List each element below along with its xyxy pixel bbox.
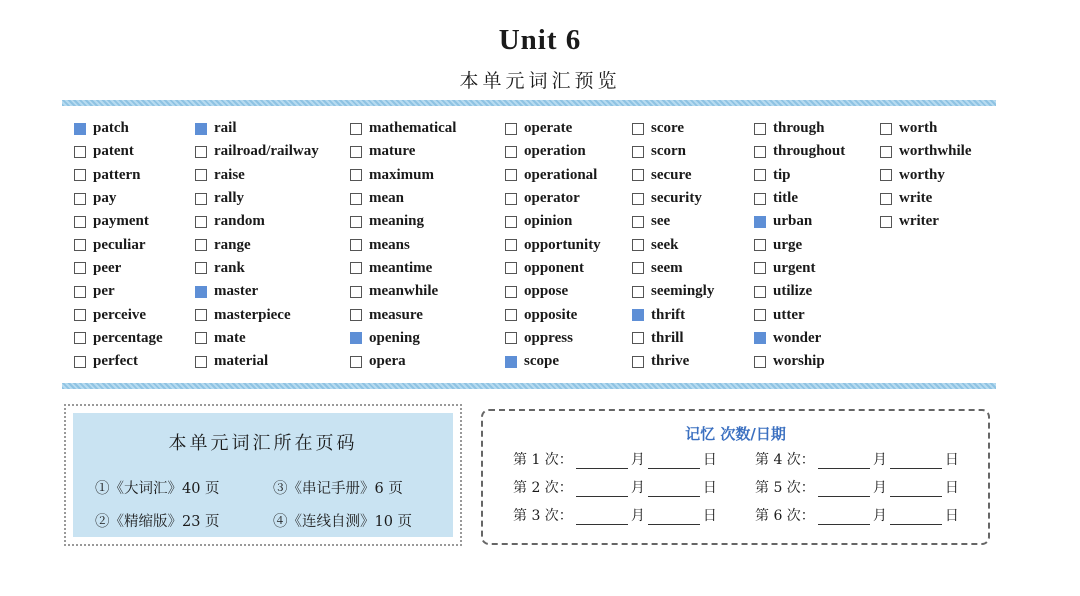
word-column <box>754 117 845 373</box>
checkbox-icon[interactable] <box>754 262 766 274</box>
checkbox-icon[interactable] <box>632 356 644 368</box>
word-label: rail <box>214 120 237 137</box>
checkbox-icon[interactable] <box>350 239 362 251</box>
word-item <box>754 280 845 303</box>
word-label: meaning <box>369 213 425 230</box>
word-item <box>74 327 163 350</box>
month-blank[interactable] <box>818 510 870 525</box>
word-label: write <box>899 190 933 207</box>
word-item <box>505 350 601 373</box>
word-label: opponent <box>524 259 585 276</box>
word-item <box>350 187 456 210</box>
day-blank[interactable] <box>648 510 700 525</box>
word-label: mathematical <box>369 120 457 137</box>
month-label: 月 <box>630 508 645 524</box>
word-item <box>754 350 845 373</box>
word-label: seemingly <box>651 283 715 300</box>
top-divider-band <box>62 100 996 106</box>
word-label: thrive <box>651 353 690 370</box>
checkbox-icon[interactable] <box>632 239 644 251</box>
day-label: 日 <box>944 508 959 524</box>
checkbox-icon[interactable] <box>632 262 644 274</box>
word-item <box>632 257 714 280</box>
word-label: oppress <box>524 329 573 346</box>
page-reference-item: ④《连线自测》10 页 <box>273 514 413 530</box>
checkbox-icon[interactable] <box>195 216 207 228</box>
word-label: mature <box>369 143 416 160</box>
checkbox-icon[interactable] <box>880 216 892 228</box>
word-label: seek <box>651 236 679 253</box>
word-label: thrift <box>651 306 686 323</box>
word-label: material <box>214 353 269 370</box>
word-label: oppose <box>524 283 569 300</box>
word-label: opera <box>369 353 406 370</box>
word-item <box>632 210 714 233</box>
word-label: perfect <box>93 353 138 370</box>
word-item <box>74 303 163 326</box>
word-label: utter <box>773 306 805 323</box>
word-label: payment <box>93 213 149 230</box>
word-item <box>632 233 714 256</box>
memory-row-label: 第 5 次： <box>755 480 815 496</box>
word-item <box>880 187 972 210</box>
word-item <box>505 257 601 280</box>
month-label: 月 <box>872 508 887 524</box>
word-label: tip <box>773 166 791 183</box>
word-label: worth <box>899 120 938 137</box>
checkbox-icon[interactable] <box>632 216 644 228</box>
word-label: raise <box>214 166 245 183</box>
word-label: patent <box>93 143 134 160</box>
word-item <box>195 164 319 187</box>
checkbox-icon[interactable] <box>505 146 517 158</box>
word-item <box>505 303 601 326</box>
section-subtitle: 本单元词汇预览 <box>459 70 621 92</box>
month-blank[interactable] <box>576 482 628 497</box>
word-label: patch <box>93 120 129 137</box>
bottom-divider-band <box>62 383 996 389</box>
checkbox-icon[interactable] <box>505 239 517 251</box>
word-label: opposite <box>524 306 578 323</box>
word-item <box>350 257 456 280</box>
day-label: 日 <box>944 452 959 468</box>
checkbox-icon[interactable] <box>754 169 766 181</box>
checked-box-icon[interactable] <box>195 286 207 298</box>
checkbox-icon[interactable] <box>754 239 766 251</box>
day-blank[interactable] <box>890 510 942 525</box>
checkbox-icon[interactable] <box>350 123 362 135</box>
word-label: rank <box>214 259 245 276</box>
word-item <box>880 210 972 233</box>
word-item <box>632 327 714 350</box>
month-label: 月 <box>630 452 645 468</box>
word-item <box>350 350 456 373</box>
word-label: opening <box>369 329 420 346</box>
word-item <box>754 233 845 256</box>
checkbox-icon[interactable] <box>195 169 207 181</box>
unit-title: Unit 6 <box>498 24 582 56</box>
month-blank[interactable] <box>576 510 628 525</box>
checkbox-icon[interactable] <box>505 123 517 135</box>
checkbox-icon[interactable] <box>632 193 644 205</box>
word-label: peculiar <box>93 236 146 253</box>
word-item <box>350 303 456 326</box>
checkbox-icon[interactable] <box>74 309 86 321</box>
checkbox-icon[interactable] <box>505 309 517 321</box>
word-item <box>754 327 845 350</box>
word-label: meantime <box>369 259 433 276</box>
checked-box-icon[interactable] <box>350 332 362 344</box>
word-item <box>195 327 319 350</box>
day-label: 日 <box>944 480 959 496</box>
word-item <box>195 187 319 210</box>
word-label: wonder <box>773 329 822 346</box>
checkbox-icon[interactable] <box>754 193 766 205</box>
word-item <box>505 280 601 303</box>
word-label: measure <box>369 306 423 323</box>
word-item <box>195 140 319 163</box>
word-label: operator <box>524 190 580 207</box>
page-reference-title: 本单元词汇所在页码 <box>168 433 358 454</box>
word-item <box>195 350 319 373</box>
word-item <box>350 327 456 350</box>
day-label: 日 <box>702 480 717 496</box>
page-reference-item: ②《精缩版》23 页 <box>95 514 220 530</box>
word-item <box>632 350 714 373</box>
word-item <box>74 233 163 256</box>
checkbox-icon[interactable] <box>195 239 207 251</box>
word-label: throughout <box>773 143 846 160</box>
word-column <box>350 117 456 373</box>
word-item <box>754 303 845 326</box>
word-label: railroad/railway <box>214 143 319 160</box>
word-label: thrill <box>651 329 684 346</box>
word-label: per <box>93 283 115 300</box>
word-item <box>754 257 845 280</box>
memory-log-panel <box>481 409 990 545</box>
word-label: master <box>214 283 259 300</box>
month-blank[interactable] <box>576 454 628 469</box>
word-label: writer <box>899 213 939 230</box>
checkbox-icon[interactable] <box>505 216 517 228</box>
day-blank[interactable] <box>648 454 700 469</box>
word-item <box>505 117 601 140</box>
day-blank[interactable] <box>890 482 942 497</box>
checkbox-icon[interactable] <box>505 286 517 298</box>
word-item <box>754 187 845 210</box>
word-label: worthy <box>899 166 945 183</box>
checkbox-icon[interactable] <box>74 216 86 228</box>
checkbox-icon[interactable] <box>74 239 86 251</box>
word-label: mean <box>369 190 404 207</box>
word-item <box>74 187 163 210</box>
word-item <box>632 164 714 187</box>
word-item <box>74 164 163 187</box>
word-label: seem <box>651 259 683 276</box>
word-label: through <box>773 120 825 137</box>
word-column <box>505 117 601 373</box>
page-reference-item: ①《大词汇》40 页 <box>95 481 220 497</box>
memory-row-label: 第 6 次： <box>755 508 815 524</box>
word-label: urgent <box>773 259 816 276</box>
day-label: 日 <box>702 508 717 524</box>
word-item <box>74 257 163 280</box>
month-blank[interactable] <box>818 454 870 469</box>
word-label: operation <box>524 143 586 160</box>
word-label: opportunity <box>524 236 601 253</box>
word-item <box>632 187 714 210</box>
word-item <box>195 233 319 256</box>
day-blank[interactable] <box>648 482 700 497</box>
word-item <box>350 280 456 303</box>
memory-row-label: 第 3 次： <box>513 508 573 524</box>
checkbox-icon[interactable] <box>74 169 86 181</box>
month-label: 月 <box>630 480 645 496</box>
word-label: title <box>773 190 798 207</box>
checkbox-icon[interactable] <box>754 356 766 368</box>
word-label: mate <box>214 329 246 346</box>
word-label: maximum <box>369 166 434 183</box>
word-item <box>880 164 972 187</box>
word-label: operational <box>524 166 598 183</box>
checkbox-icon[interactable] <box>350 286 362 298</box>
checkbox-icon[interactable] <box>632 169 644 181</box>
checkbox-icon[interactable] <box>754 123 766 135</box>
checkbox-icon[interactable] <box>350 216 362 228</box>
word-label: scorn <box>651 143 686 160</box>
checkbox-icon[interactable] <box>505 169 517 181</box>
checkbox-icon[interactable] <box>74 356 86 368</box>
word-item <box>505 187 601 210</box>
checkbox-icon[interactable] <box>350 356 362 368</box>
word-item <box>350 233 456 256</box>
checkbox-icon[interactable] <box>74 286 86 298</box>
word-item <box>754 164 845 187</box>
checkbox-icon[interactable] <box>505 193 517 205</box>
word-label: worship <box>773 353 825 370</box>
memory-row <box>755 449 959 469</box>
checked-box-icon[interactable] <box>754 332 766 344</box>
checkbox-icon[interactable] <box>880 123 892 135</box>
checkbox-icon[interactable] <box>74 146 86 158</box>
word-item <box>74 140 163 163</box>
memory-row <box>513 477 717 497</box>
checkbox-icon[interactable] <box>632 123 644 135</box>
word-item <box>505 164 601 187</box>
memory-log-title: 记忆 次数/日期 <box>685 425 786 443</box>
word-label: utilize <box>773 283 813 300</box>
checkbox-icon[interactable] <box>632 332 644 344</box>
memory-row-label: 第 2 次： <box>513 480 573 496</box>
checkbox-icon[interactable] <box>195 332 207 344</box>
memory-row <box>755 477 959 497</box>
word-label: scope <box>524 353 559 370</box>
checkbox-icon[interactable] <box>350 169 362 181</box>
word-label: worthwhile <box>899 143 972 160</box>
word-column <box>195 117 319 373</box>
word-label: percentage <box>93 329 163 346</box>
word-item <box>754 140 845 163</box>
checkbox-icon[interactable] <box>195 146 207 158</box>
word-item <box>350 164 456 187</box>
word-item <box>195 257 319 280</box>
memory-row <box>513 449 717 469</box>
checked-box-icon[interactable] <box>754 216 766 228</box>
month-label: 月 <box>872 452 887 468</box>
word-label: operate <box>524 120 573 137</box>
word-item <box>74 280 163 303</box>
checkbox-icon[interactable] <box>880 146 892 158</box>
word-label: means <box>369 236 410 253</box>
word-item <box>74 117 163 140</box>
word-label: meanwhile <box>369 283 439 300</box>
checkbox-icon[interactable] <box>754 309 766 321</box>
word-label: rally <box>214 190 244 207</box>
day-label: 日 <box>702 452 717 468</box>
word-label: perceive <box>93 306 147 323</box>
word-label: see <box>651 213 671 230</box>
memory-row <box>755 505 959 525</box>
checkbox-icon[interactable] <box>505 262 517 274</box>
word-column <box>632 117 714 373</box>
checkbox-icon[interactable] <box>880 193 892 205</box>
word-label: random <box>214 213 265 230</box>
word-item <box>195 280 319 303</box>
word-item <box>195 210 319 233</box>
checked-box-icon[interactable] <box>505 356 517 368</box>
memory-row-label: 第 4 次： <box>755 452 815 468</box>
checkbox-icon[interactable] <box>74 332 86 344</box>
word-label: masterpiece <box>214 306 291 323</box>
word-item <box>74 210 163 233</box>
checkbox-icon[interactable] <box>754 286 766 298</box>
word-item <box>505 233 601 256</box>
word-item <box>880 117 972 140</box>
word-item <box>505 210 601 233</box>
checkbox-icon[interactable] <box>74 262 86 274</box>
word-item <box>350 117 456 140</box>
checked-box-icon[interactable] <box>74 123 86 135</box>
day-blank[interactable] <box>890 454 942 469</box>
word-item <box>74 350 163 373</box>
checkbox-icon[interactable] <box>195 309 207 321</box>
word-item <box>632 117 714 140</box>
word-label: urge <box>773 236 803 253</box>
checkbox-icon[interactable] <box>350 309 362 321</box>
word-column <box>74 117 163 373</box>
word-item <box>195 117 319 140</box>
word-item <box>350 140 456 163</box>
word-label: security <box>651 190 702 207</box>
word-item <box>880 140 972 163</box>
page-reference-panel <box>64 404 462 546</box>
word-item <box>632 140 714 163</box>
word-item <box>505 327 601 350</box>
checkbox-icon[interactable] <box>505 332 517 344</box>
page-reference-item: ③《串记手册》6 页 <box>273 481 403 497</box>
checkbox-icon[interactable] <box>350 193 362 205</box>
word-item <box>195 303 319 326</box>
word-item <box>632 303 714 326</box>
checked-box-icon[interactable] <box>632 309 644 321</box>
word-label: opinion <box>524 213 573 230</box>
word-item <box>350 210 456 233</box>
checkbox-icon[interactable] <box>350 262 362 274</box>
word-item <box>505 140 601 163</box>
checked-box-icon[interactable] <box>195 123 207 135</box>
word-label: pay <box>93 190 117 207</box>
memory-row-label: 第 1 次： <box>513 452 573 468</box>
checkbox-icon[interactable] <box>195 356 207 368</box>
checkbox-icon[interactable] <box>195 193 207 205</box>
word-item <box>632 280 714 303</box>
word-label: pattern <box>93 166 141 183</box>
word-item <box>754 117 845 140</box>
word-item <box>754 210 845 233</box>
word-label: range <box>214 236 251 253</box>
checkbox-icon[interactable] <box>632 146 644 158</box>
vocabulary-grid <box>0 117 1080 377</box>
word-label: urban <box>773 213 813 230</box>
checkbox-icon[interactable] <box>74 193 86 205</box>
month-label: 月 <box>872 480 887 496</box>
checkbox-icon[interactable] <box>632 286 644 298</box>
word-label: peer <box>93 259 122 276</box>
checkbox-icon[interactable] <box>754 146 766 158</box>
memory-row <box>513 505 717 525</box>
word-label: score <box>651 120 685 137</box>
word-label: secure <box>651 166 692 183</box>
checkbox-icon[interactable] <box>880 169 892 181</box>
checkbox-icon[interactable] <box>350 146 362 158</box>
word-column <box>880 117 972 233</box>
checkbox-icon[interactable] <box>195 262 207 274</box>
month-blank[interactable] <box>818 482 870 497</box>
